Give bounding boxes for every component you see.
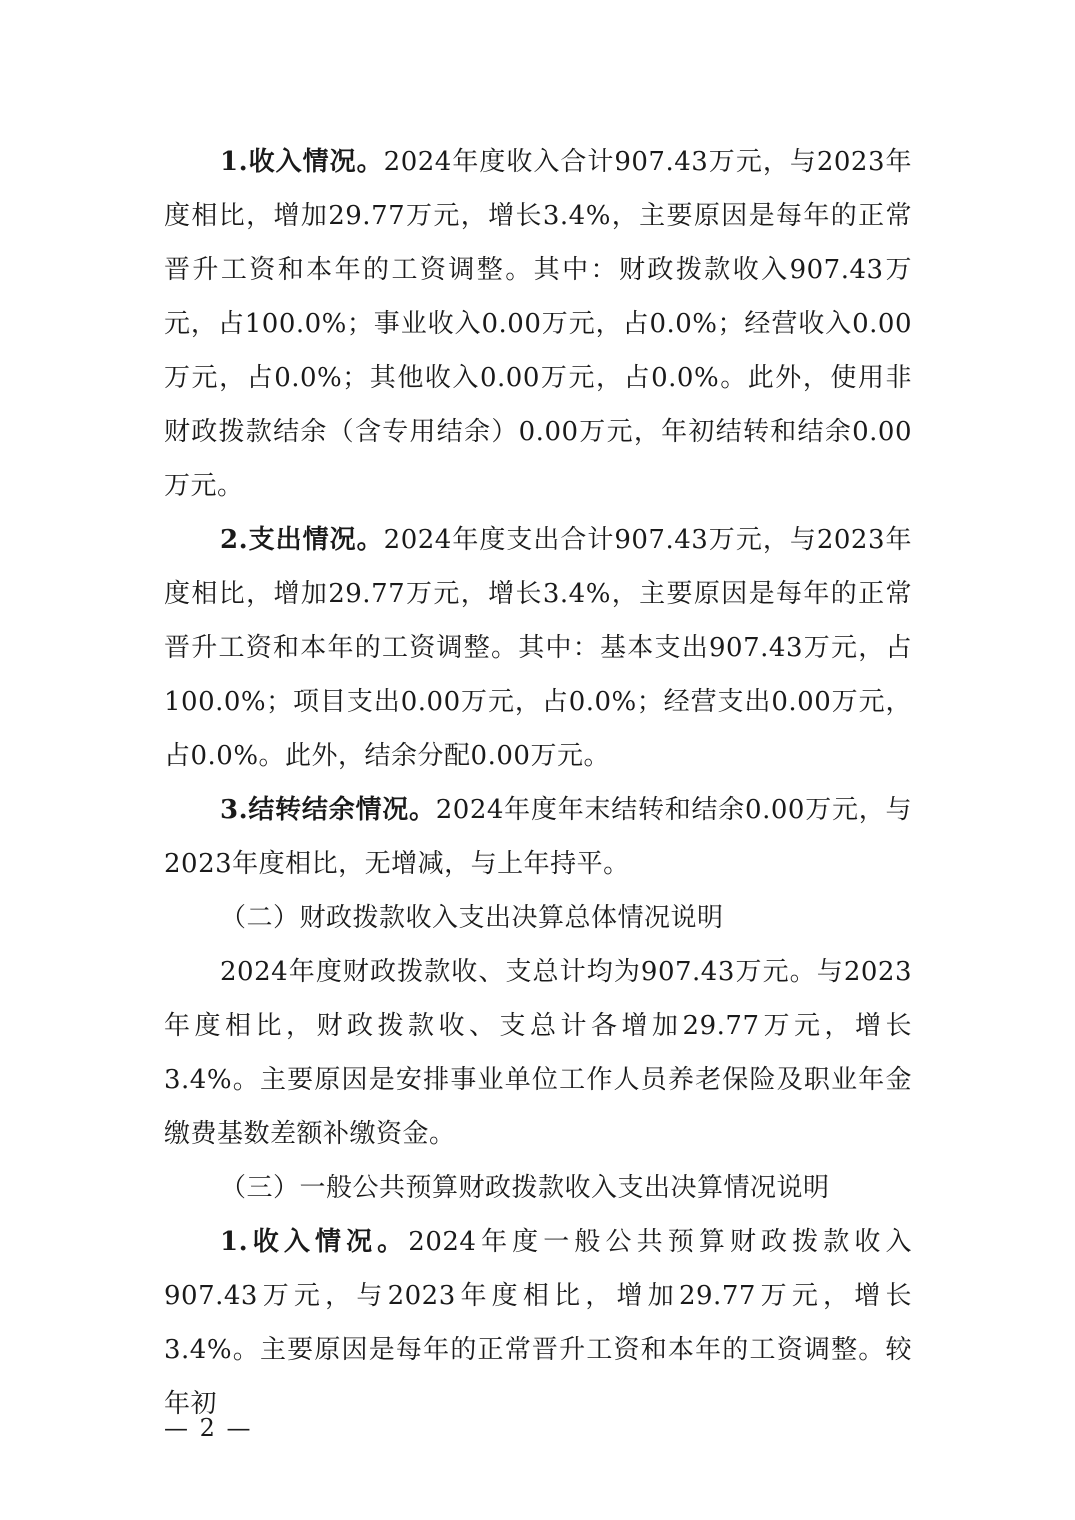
income-lead: 1.收入情况。 [220, 147, 384, 177]
general-budget-income-lead: 1.收入情况。 [220, 1227, 409, 1257]
expenditure-lead: 2.支出情况。 [220, 525, 384, 555]
income-text: 2024年度收入合计907.43万元，与2023年度相比，增加29.77万元，增长3.4%，主要原因是每年的正常晋升工资和本年的工资调整。其中：财政拨款收入907.43万元，占100.0%；事业收入0.00万元，占0.0%；经营收入0.00万元，占0.0%；其他收入0.00万元，占0.0%。此外，使用非财政拨款结余（含专用结余）0.00万元，年初结转和结余0.00万元。 [164, 147, 912, 501]
expenditure-text: 2024年度支出合计907.43万元，与2023年度相比，增加29.77万元，增长3.4%，主要原因是每年的正常晋升工资和本年的工资调整。其中：基本支出907.43万元，占100.0%；项目支出0.00万元，占0.0%；经营支出0.00万元，占0.0%。此外，结余分配0.00万元。 [164, 525, 912, 771]
document-body [164, 135, 912, 1431]
carryover-text: 2024年度年末结转和结余0.00万元，与2023年度相比，无增减，与上年持平。 [164, 795, 912, 879]
general-budget-income-paragraph [164, 1215, 912, 1431]
section-heading-2: （二）财政拨款收入支出决算总体情况说明 [220, 903, 724, 933]
section-heading-3: （三）一般公共预算财政拨款收入支出决算情况说明 [220, 1173, 830, 1203]
carryover-paragraph [164, 783, 912, 891]
page-number: — 2 — [164, 1414, 253, 1442]
expenditure-paragraph [164, 513, 912, 783]
carryover-lead: 3.结转结余情况。 [220, 795, 436, 825]
general-budget-income-text: 2024年度一般公共预算财政拨款收入907.43万元，与2023年度相比，增加29.77万元，增长3.4%。主要原因是每年的正常晋升工资和本年的工资调整。较年初 [164, 1227, 912, 1419]
fiscal-total-text: 2024年度财政拨款收、支总计均为907.43万元。与2023年度相比，财政拨款收、支总计各增加29.77万元，增长3.4%。主要原因是安排事业单位工作人员养老保险及职业年金缴费基数差额补缴资金。 [164, 957, 912, 1149]
fiscal-total-paragraph [164, 945, 912, 1161]
income-paragraph [164, 135, 912, 513]
